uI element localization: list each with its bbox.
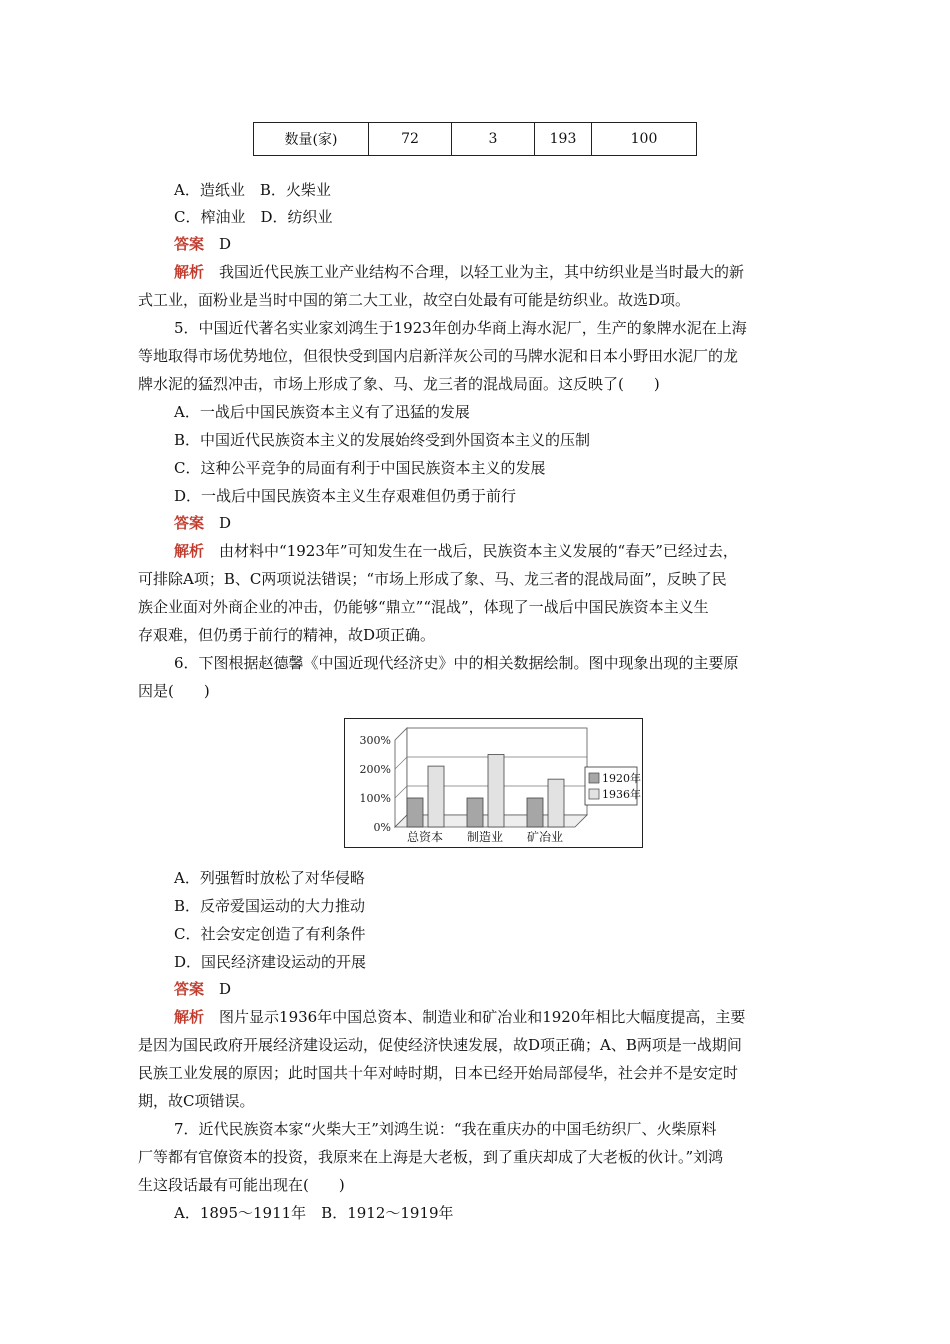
bar: [428, 766, 444, 827]
option-text: C．榨油业 D．纺织业: [174, 208, 333, 226]
answer-value: D: [219, 235, 232, 253]
legend-entry: 1936年: [602, 788, 641, 801]
q6-analysis-line: [138, 1091, 838, 1111]
q6-answer: [138, 979, 838, 999]
q6-option: [138, 952, 838, 972]
legend-entry: 1920年: [602, 772, 641, 785]
table-row: [254, 123, 697, 156]
stem-text: 7．近代民族资本家“火柴大王”刘鸿生说：“我在重庆办的中国毛纺织厂、火柴原料: [174, 1120, 717, 1138]
q6-option: [138, 924, 838, 944]
bar: [467, 798, 483, 827]
stem-text: 因是( ): [138, 682, 210, 700]
analysis-text: 由材料中“1923年”可知发生在一战后，民族资本主义发展的“春天”已经过去，: [219, 542, 738, 560]
q4-options-ab: [138, 180, 838, 200]
q7-stem-line: [138, 1175, 838, 1195]
q7-stem-line: [138, 1119, 838, 1139]
q5-option: [138, 458, 838, 478]
y-tick-label: 100%: [359, 792, 391, 805]
q4-analysis-line: [138, 290, 838, 310]
q5-stem-line: [138, 318, 838, 338]
table-cell: 3: [452, 123, 535, 156]
option-text: B．中国近代民族资本主义的发展始终受到外国资本主义的压制: [174, 431, 591, 449]
answer-label: 答案: [174, 514, 205, 532]
q6-analysis-line: [138, 1063, 838, 1083]
q6-stem-line: [138, 681, 838, 701]
x-tick-label: 总资本: [406, 830, 444, 844]
table-cell: 72: [369, 123, 452, 156]
analysis-text: 式工业，面粉业是当时中国的第二大工业，故空白处最有可能是纺织业。故选D项。: [138, 291, 691, 309]
option-text: C．这种公平竞争的局面有利于中国民族资本主义的发展: [174, 459, 546, 477]
option-text: C．社会安定创造了有利条件: [174, 925, 366, 943]
option-text: A．列强暂时放松了对华侵略: [174, 869, 365, 887]
q5-analysis-line: [138, 541, 838, 561]
option-text: D．一战后中国民族资本主义生存艰难但仍勇于前行: [174, 487, 517, 505]
answer-label: 答案: [174, 980, 205, 998]
q5-stem-line: [138, 346, 838, 366]
x-tick-label: 制造业: [466, 830, 504, 844]
stem-text: 牌水泥的猛烈冲击，市场上形成了象、马、龙三者的混战局面。这反映了( ): [138, 375, 660, 393]
analysis-label: 解析: [174, 1008, 205, 1026]
q5-analysis-line: [138, 597, 838, 617]
legend-swatch: [589, 773, 599, 783]
table-row-label: 数量(家): [254, 123, 369, 156]
analysis-label: 解析: [174, 542, 205, 560]
option-text: A．一战后中国民族资本主义有了迅猛的发展: [174, 403, 470, 421]
q5-answer: [138, 513, 838, 533]
q4-analysis-line: [138, 262, 838, 282]
y-tick-label: 200%: [359, 763, 391, 776]
stem-text: 生这段话最有可能出现在( ): [138, 1176, 345, 1194]
x-tick-label: 矿冶业: [526, 830, 564, 844]
option-text: A．1895～1911年 B．1912～1919年: [174, 1204, 454, 1222]
q6-analysis-line: [138, 1035, 838, 1055]
count-table: [253, 122, 697, 156]
analysis-text: 可排除A项；B、C两项说法错误；“市场上形成了象、马、龙三者的混战局面”，反映了民: [138, 570, 727, 588]
q5-option: [138, 402, 838, 422]
bar: [488, 755, 504, 828]
q6-stem-line: [138, 653, 838, 673]
analysis-text: 图片显示1936年中国总资本、制造业和矿冶业和1920年相比大幅度提高，主要: [219, 1008, 746, 1026]
y-tick-label: 300%: [359, 734, 391, 747]
q7-options-ab: [138, 1203, 838, 1223]
bar: [548, 779, 564, 827]
stem-text: 5．中国近代著名实业家刘鸿生于1923年创办华商上海水泥厂，生产的象牌水泥在上海: [174, 319, 747, 337]
answer-value: D: [219, 514, 232, 532]
q4-answer: [138, 234, 838, 254]
bar: [527, 798, 543, 827]
q5-option: [138, 430, 838, 450]
analysis-text: 存艰难，但仍勇于前行的精神，故D项正确。: [138, 626, 436, 644]
analysis-label: 解析: [174, 263, 205, 281]
stem-text: 等地取得市场优势地位，但很快受到国内启新洋灰公司的马牌水泥和日本小野田水泥厂的龙: [138, 347, 739, 365]
option-text: A．造纸业 B．火柴业: [174, 181, 331, 199]
analysis-text: 我国近代民族工业产业结构不合理，以轻工业为主，其中纺织业是当时最大的新: [219, 263, 745, 281]
q5-stem-line: [138, 374, 838, 394]
option-text: D．国民经济建设运动的开展: [174, 953, 367, 971]
analysis-text: 族企业面对外商企业的冲击，仍能够“鼎立”“混战”，体现了一战后中国民族资本主义生: [138, 598, 709, 616]
table-cell: 100: [592, 123, 697, 156]
stem-text: 6．下图根据赵德馨《中国近现代经济史》中的相关数据绘制。图中现象出现的主要原: [174, 654, 739, 672]
option-text: B．反帝爱国运动的大力推动: [174, 897, 366, 915]
analysis-text: 是因为国民政府开展经济建设运动，促使经济快速发展，故D项正确；A、B两项是一战期间: [138, 1036, 742, 1054]
answer-value: D: [219, 980, 232, 998]
analysis-text: 民族工业发展的原因；此时国共十年对峙时期，日本已经开始局部侵华，社会并不是安定时: [138, 1064, 739, 1082]
legend-swatch: [589, 789, 599, 799]
chart-side-wall: [395, 728, 407, 827]
q6-option: [138, 896, 838, 916]
q6-analysis-line: [138, 1007, 838, 1027]
analysis-text: 期，故C项错误。: [138, 1092, 255, 1110]
q6-option: [138, 868, 838, 888]
stem-text: 厂等都有官僚资本的投资，我原来在上海是大老板，到了重庆却成了大老板的伙计。”刘鸿: [138, 1148, 724, 1166]
chart-svg: [345, 719, 642, 847]
q4-options-cd: [138, 207, 838, 227]
table-cell: 193: [535, 123, 592, 156]
bar-chart: [344, 718, 643, 848]
y-tick-label: 0%: [373, 821, 391, 834]
answer-label: 答案: [174, 235, 205, 253]
bar: [407, 798, 423, 827]
q5-analysis-line: [138, 569, 838, 589]
q5-option: [138, 486, 838, 506]
q7-stem-line: [138, 1147, 838, 1167]
q5-analysis-line: [138, 625, 838, 645]
